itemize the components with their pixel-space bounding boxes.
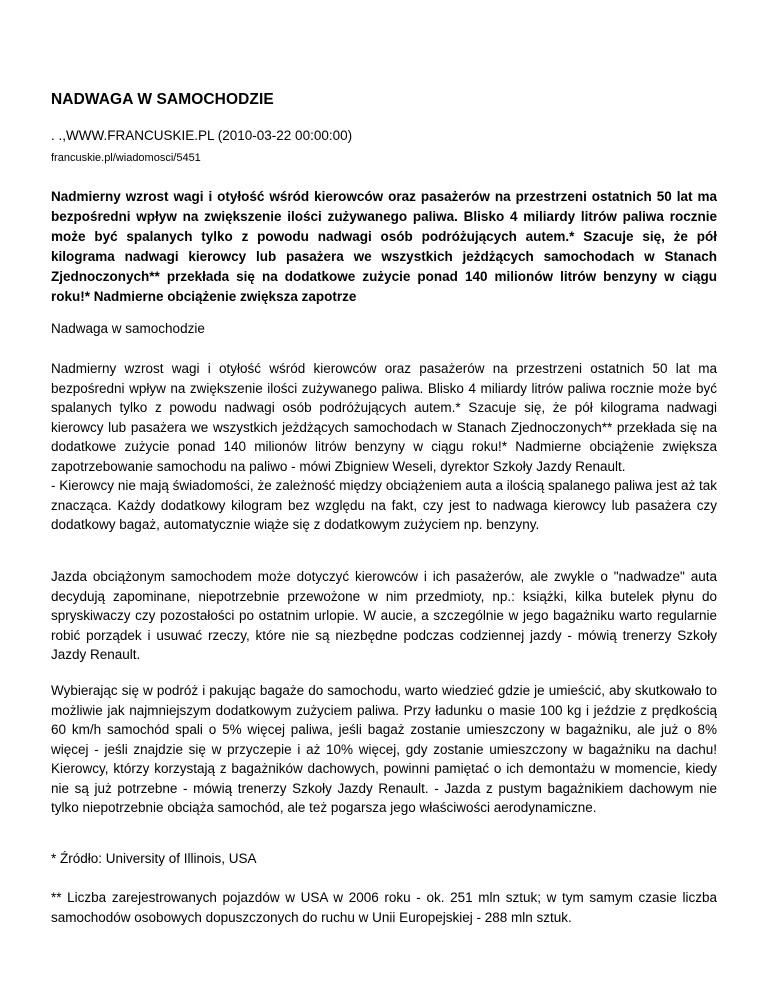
footnote-1: * Źródło: University of Illinois, USA: [51, 851, 257, 866]
article-subtitle: Nadwaga w samochodzie: [51, 321, 205, 336]
body-paragraph-1-text: Nadmierny wzrost wagi i otyłość wśród kierowców oraz pasażerów na przestrzeni ostatnich 50 lat ma bezpośredni wpływ na zwiększenie ilości zużywanego paliwa. Blisko 4 miliardy litrów paliwa rocznie może być spalanych tylko z powodu nadwagi osób podróżujących autem.* Szacuje się, że pół kilograma nadwagi kierowcy lub pasażera we wszystkich jeżdżących samochodach w Stanach Zjednoczonych** przekłada się na dodatkowe zużycie ponad 140 milionów litrów benzyny w ciągu roku!* Nadmierne obciążenie zwiększa zapotrzebowanie samochodu na paliwo - mówi Zbigniew Weseli, dyrektor Szkoły Jazdy Renault.: [51, 361, 717, 474]
body-paragraph-3: Wybierając się w podróż i pakując bagaże do samochodu, warto wiedzieć gdzie je umieścić, aby skutkowało to możliwie jak najmniejszym dodatkowym zużyciem paliwa. Przy ładunku o masie 100 kg i jeździe z prędkością 60 km/h samochód spali o 5% więcej paliwa, jeśli bagaż zostanie umieszczony w bagażniku, ale już o 8% więcej - jeśli znajdzie się w przyczepie i aż 10% więcej, gdy zostanie umieszczony w bagażniku na dachu! Kierowcy, którzy korzystają z bagażników dachowych, powinni pamiętać o ich demontażu w momencie, kiedy nie są już potrzebne - mówią trenerzy Szkoły Jazdy Renault. - Jazda z pustym bagażnikiem dachowym nie tylko niepotrzebnie obciąża samochód, ale też pogarsza jego właściwości aerodynamiczne.: [51, 683, 717, 815]
body-paragraph-1-continuation: - Kierowcy nie mają świadomości, że zależność między obciążeniem auta a ilością spalanego paliwa jest aż tak znacząca. Każdy dodatkowy kilogram bez względu na fakt, czy jest to nadwaga kierowcy lub pasażera czy dodatkowy bagaż, automatycznie wiąże się z dodatkowym zużyciem np. benzyny.: [51, 478, 717, 532]
footnote-2: ** Liczba zarejestrowanych pojazdów w USA w 2006 roku - ok. 251 mln sztuk; w tym samym czasie liczba samochodów osobowych dopuszczonych do ruchu w Unii Europejskiej - 288 mln sztuk.: [51, 890, 717, 925]
body-paragraph-2: Jazda obciążonym samochodem może dotyczyć kierowców i ich pasażerów, ale zwykle o "nadwadze" auta decydują zapominane, niepotrzebnie przewożone w nim przedmioty, np.: książki, kilka butelek płynu do spryskiwaczy czy pozostałości po ostatnim urlopie. W aucie, a szczególnie w jego bagażniku warto regularnie robić porządek i usuwać rzeczy, które nie są niezbędne podczas codziennej jazdy - mówią trenerzy Szkoły Jazdy Renault.: [51, 569, 717, 662]
body-paragraph-1: [51, 359, 717, 535]
source-url: francuskie.pl/wiadomosci/5451: [51, 152, 201, 164]
lead-paragraph: Nadmierny wzrost wagi i otyłość wśród kierowców oraz pasażerów na przestrzeni ostatnich 50 lat ma bezpośredni wpływ na zwiększenie ilości zużywanego paliwa. Blisko 4 miliardy litrów paliwa rocznie może być spalanych tylko z powodu nadwagi osób podróżujących autem.* Szacuje się, że pół kilograma nadwagi kierowcy lub pasażera we wszystkich jeżdżących samochodach w Stanach Zjednoczonych** przekłada się na dodatkowe zużycie ponad 140 milionów litrów benzyny w ciągu roku!* Nadmierne obciążenie zwiększa zapotrze: [51, 189, 717, 304]
source-line: . .,WWW.FRANCUSKIE.PL (2010-03-22 00:00:00): [51, 128, 353, 143]
article-title: NADWAGA W SAMOCHODZIE: [51, 91, 274, 108]
